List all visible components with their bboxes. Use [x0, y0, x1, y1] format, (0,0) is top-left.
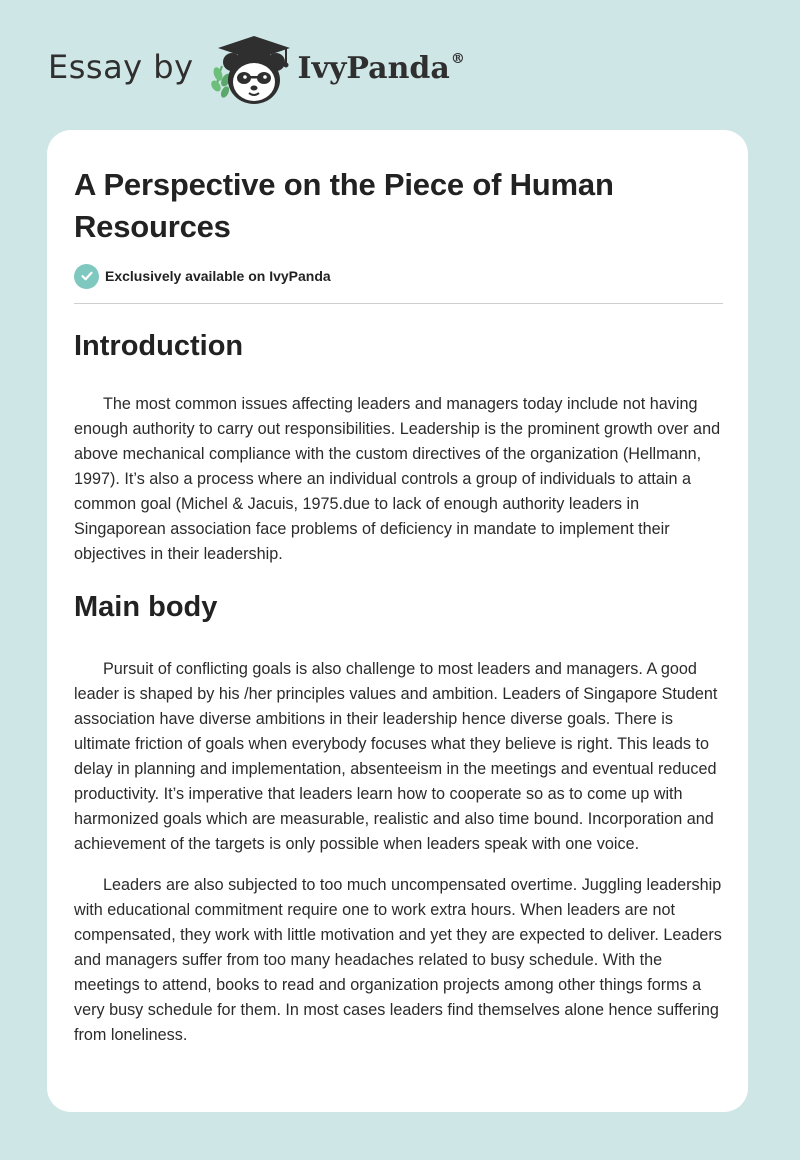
site-header: [48, 30, 465, 110]
essay-card: [47, 130, 748, 1112]
section-heading: Main body: [74, 591, 218, 623]
title-divider: [74, 303, 723, 304]
exclusive-badge: [74, 263, 723, 289]
paragraph: Pursuit of conflicting goals is also challenge to most leaders and managers. A good leader is shaped by his /her principles values and ambition. Leaders of Singapore Student association have diverse ambitions in their leadership hence diverse goals. There is ultimate friction of goals when everybody focuses what they believe is right. This leads to delay in planning and implementation, absenteeism in the meetings and eventual reduced productivity. It’s imperative that leaders learn how to cooperate so as to come up with harmonized goals which are measurable, realistic and also time bound. Incorporation and achievement of the targets is only possible when leaders speak with one voice.: [74, 660, 718, 853]
essay-by-label: Essay by: [48, 48, 194, 86]
paragraph: The most common issues affecting leaders and managers today include not having enough authority to carry out responsibilities. Leadership is the prominent growth over and above mechanical compliance with the custom directives of the organization (Hellmann, 1997). It’s also a process where an individual controls a group of individuals to attain a common goal (Michel & Jacuis, 1975.due to lack of enough authority leaders in Singaporean association face problems of deficiency in mandate to implement their objectives in their leadership.: [74, 395, 721, 563]
section-introduction: [74, 326, 723, 567]
brand-wordmark: IvyPanda: [297, 51, 450, 86]
essay-content: [74, 164, 723, 1048]
brand-name: [297, 51, 465, 86]
paragraph: Leaders are also subjected to too much uncompensated overtime. Juggling leadership with educational commitment require one to work extra hours. When leaders are not compensated, they work with little motivation and yet they are expected to deliver. Leaders and managers suffer from too many headaches related to busy schedule. With the meetings to attend, books to read and organization projects among other things forms a very busy schedule for them. In most cases leaders find themselves alone hence suffering from loneliness.: [74, 876, 722, 1044]
section-heading: Introduction: [74, 330, 244, 362]
section-main-body: [74, 587, 723, 1048]
registered-mark: ®: [450, 51, 465, 67]
essay-title: A Perspective on the Piece of Human Resources: [74, 167, 614, 244]
check-circle-icon: [74, 264, 99, 289]
panda-logo-icon: [208, 30, 294, 110]
exclusive-badge-label: Exclusively available on IvyPanda: [105, 268, 331, 284]
